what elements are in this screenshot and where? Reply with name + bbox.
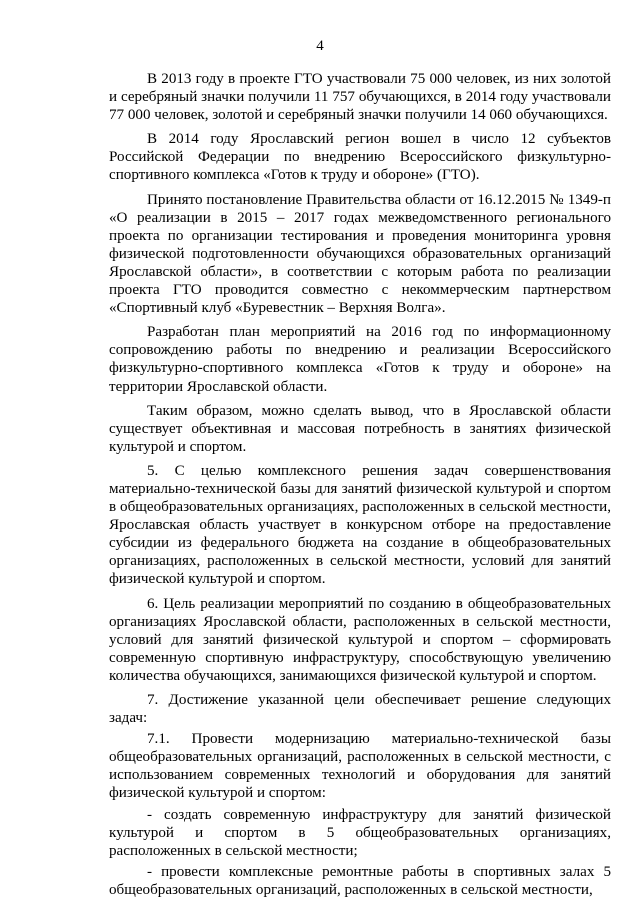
paragraph-conclusion: Таким образом, можно сделать вывод, что в Ярославской области существует объективная и массовая потребность в занятиях физической культурой и спортом.	[109, 402, 611, 455]
document-body	[109, 70, 611, 899]
paragraph-item-7: 7. Достижение указанной цели обеспечивает решение следующих задач:	[109, 692, 611, 727]
page-number: 4	[316, 38, 324, 54]
paragraph-gto-participation: В 2013 году в проекте ГТО участвовали 75 000 человек, из них золотой и серебряный значки получили 11 757 обучающихся, в 2014 году участвовали 77 000 человек, золотой и серебряный значки получили 14 060 обучающихся.	[109, 71, 611, 124]
paragraph-gto-region-2014: В 2014 году Ярославский регион вошел в число 12 субъектов Российской Федерации по внедрению Всероссийского физкультурно-спортивного комплекса «Готов к труду и обороне» (ГТО).	[109, 131, 611, 184]
list-item-repair-works: - провести комплексные ремонтные работы в спортивных залах 5 общеобразовательных организаций, расположенных в сельской местности,	[109, 863, 611, 898]
paragraph-item-6: 6. Цель реализации мероприятий по созданию в общеобразовательных организациях Ярославской области, расположенных в сельской местности, условий для занятий физической культурой и спортом – сформировать современную спортивную инфраструктуру, способствующую увеличению количества обучающихся, занимающихся физической культурой и спортом.	[109, 595, 611, 684]
paragraph-plan-2016: Разработан план мероприятий на 2016 год по информационному сопровождению работы по внедрению и реализации Всероссийского физкультурно-спортивного комплекса «Готов к труду и обороне» на территории Ярославской области.	[109, 324, 611, 395]
list-item-infrastructure: - создать современную инфраструктуру для занятий физической культурой и спортом в 5 общеобразовательных организациях, расположенных в сельской местности;	[109, 806, 611, 859]
paragraph-government-decree: Принято постановление Правительства области от 16.12.2015 № 1349-п «О реализации в 2015 – 2017 годах межведомственного регионального проекта по организации тестирования и проведения мониторинга уровня физической подготовленности обучающихся образовательных организаций Ярославской области», в соответствии с которым работа по реализации проекта ГТО проводится совместно с некоммерческим партнерством «Спортивный клуб «Буревестник – Верхняя Волга».	[109, 191, 611, 317]
paragraph-item-7-1: 7.1. Провести модернизацию материально-технической базы общеобразовательных организаций, расположенных в сельской местности, с использованием современных технологий и оборудования для занятий физической культурой и спортом:	[109, 731, 611, 802]
paragraph-item-5: 5. С целью комплексного решения задач совершенствования материально-технической базы для занятий физической культурой и спортом в общеобразовательных организациях, расположенных в сельской местности, Ярославская область участвует в конкурсном отборе на предоставление субсидии из федерального бюджета на создание в общеобразовательных организациях, расположенных в сельской местности, условий для занятий физической культурой и спортом.	[109, 462, 611, 588]
